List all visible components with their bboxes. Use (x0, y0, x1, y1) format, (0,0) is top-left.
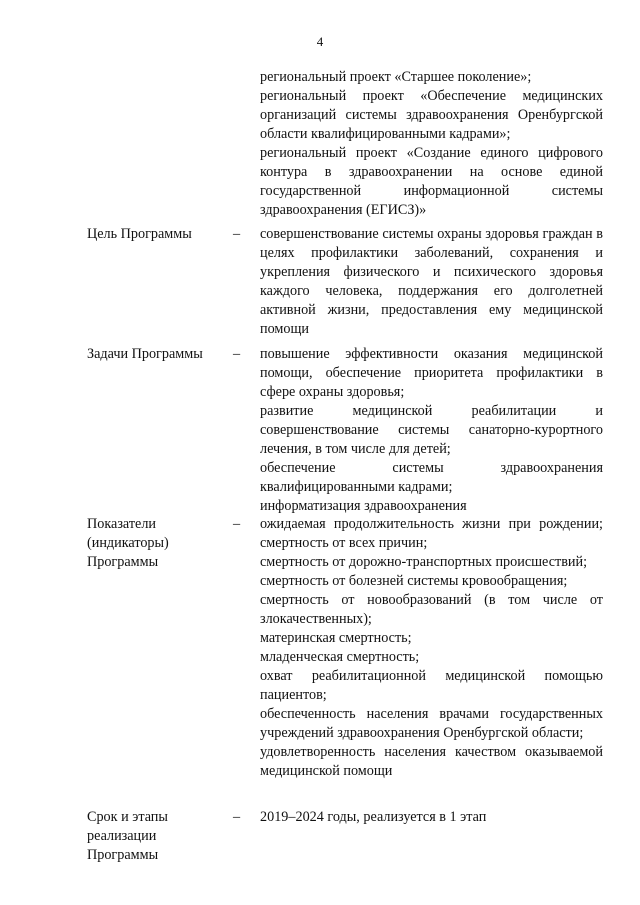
section-label: Показатели (индикаторы) Программы (87, 516, 169, 570)
page-number: 4 (316, 34, 324, 49)
section-label: Срок и этапы реализации Программы (87, 809, 168, 863)
content-line: материнская смертность; (260, 630, 412, 646)
section-content (260, 515, 603, 781)
content-line: охват реабилитационной медицинской помощью пациентов; (260, 668, 603, 703)
content-line: смертность от болезней системы кровообращения; (260, 573, 568, 589)
section-dash: – (233, 516, 241, 532)
content-line: обеспечение системы здравоохранения квалифицированными кадрами; (260, 460, 603, 495)
content-line: совершенствование системы охраны здоровья граждан в целях профилактики заболеваний, сохранения и укрепления физического и психического здоровья каждого человека, поддержания его долголетней активной жизни, предоставления ему медицинской помощи (260, 226, 603, 337)
content-line: обеспеченность населения врачами государственных учреждений здравоохранения Оренбургской области; (260, 706, 603, 741)
content-line: младенческая смертность; (260, 649, 420, 665)
section-content (260, 808, 603, 827)
section-label: Задачи Программы (87, 346, 203, 362)
section-dash: – (233, 226, 241, 242)
intro-line: региональный проект «Обеспечение медицинских организаций системы здравоохранения Оренбургской области квалифицированными кадрами»; (260, 88, 603, 142)
section-dash: – (233, 809, 241, 825)
content-line: смертность от дорожно-транспортных происшествий; (260, 554, 588, 570)
content-line: 2019–2024 годы, реализуется в 1 этап (260, 809, 487, 825)
content-line: удовлетворенность населения качеством оказываемой медицинской помощи (260, 744, 603, 779)
section-dash: – (233, 346, 241, 362)
content-line: информатизация здравоохранения (260, 498, 467, 514)
intro-line: региональный проект «Создание единого цифрового контура в здравоохранении на основе единой государственной информационной системы здравоохранения (ЕГИСЗ)» (260, 145, 603, 218)
section-label: Цель Программы (87, 226, 192, 242)
content-line: смертность от новообразований (в том числе от злокачественных); (260, 592, 603, 627)
content-line: ожидаемая продолжительность жизни при рождении; смертность от всех причин; (260, 516, 603, 551)
content-line: развитие медицинской реабилитации и совершенствование системы санаторно-курортного лечения, в том числе для детей; (260, 403, 603, 457)
intro-line: региональный проект «Старшее поколение»; (260, 69, 532, 85)
section-content (260, 225, 603, 339)
content-line: повышение эффективности оказания медицинской помощи, обеспечение приоритета профилактики в сфере охраны здоровья; (260, 346, 603, 400)
section-content (260, 345, 603, 516)
intro-block (260, 68, 603, 220)
